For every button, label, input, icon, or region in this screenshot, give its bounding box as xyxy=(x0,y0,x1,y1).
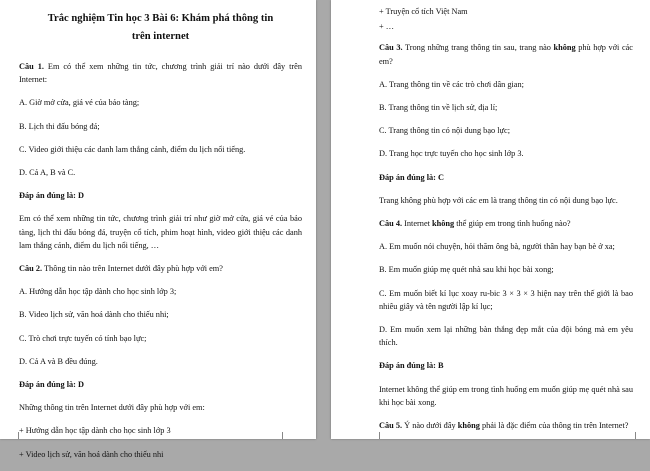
option-b: B. Trang thông tin về lịch sử, địa lí; xyxy=(379,103,498,113)
document-page-right xyxy=(331,0,650,439)
bullet-item: + Video lịch sử, văn hoá dành cho thiếu nhi xyxy=(19,449,164,459)
document-page-left xyxy=(0,0,316,459)
question-label: Câu 2. xyxy=(19,264,43,274)
question-2 xyxy=(19,262,302,275)
question-emphasis: không xyxy=(432,219,455,229)
answer-heading: Đáp án đúng là: B xyxy=(379,361,444,371)
answer-explanation: Trang không phù hợp với các em là trang thông tin có nội dung bạo lực. xyxy=(379,195,618,205)
question-emphasis: không xyxy=(553,43,576,53)
question-5 xyxy=(379,419,633,432)
option-c: C. Video giới thiệu các danh lam thắng cảnh, điểm du lịch nổi tiếng. xyxy=(19,144,246,154)
question-emphasis: không xyxy=(457,421,480,431)
question-label: Câu 5. xyxy=(379,421,403,431)
option-a: A. Em muốn nói chuyện, hỏi thăm ông bà, người thân hay bạn bè ở xa; xyxy=(379,242,615,252)
document-title xyxy=(19,10,302,46)
question-text: thể giúp em trong tình huống nào? xyxy=(454,219,571,229)
question-text: Trong những trang thông tin sau, trang nào xyxy=(402,43,554,53)
page-content xyxy=(379,5,633,442)
option-c: C. Em muốn biết kỉ lục xoay ru-bic 3 × 3 × 3 hiện nay trên thế giới là bao nhiêu giây và tên người lập kỉ lục; xyxy=(379,288,633,311)
title-line-1: Trắc nghiệm Tin học 3 Bài 6: Khám phá thông tin xyxy=(47,13,274,24)
question-text: Em có thể xem những tin tức, chương trình giải trí nào dưới đây trên Internet: xyxy=(19,62,302,85)
crop-mark xyxy=(635,432,636,439)
answer-explanation: Em có thể xem những tin tức, chương trình giải trí như giờ mở cửa, giá vé của bảo tàng, lịch thi đấu bóng đá, truyện cổ tích, phim hoạt hình, video giới thiệu các danh lam thắng cảnh, điểm du lịch nổi tiếng, … xyxy=(19,214,302,250)
answer-heading: Đáp án đúng là: D xyxy=(19,380,85,390)
question-text: Thông tin nào trên Internet dưới đây phù hợp với em? xyxy=(42,264,223,274)
question-label: Câu 1. xyxy=(19,62,44,71)
question-label: Câu 4. xyxy=(379,219,403,229)
option-a: A. Trang thông tin về các trò chơi dân gian; xyxy=(379,79,524,89)
answer-heading: Đáp án đúng là: D xyxy=(19,191,85,201)
option-b: B. Video lịch sử, văn hoá dành cho thiếu nhi; xyxy=(19,310,169,320)
option-b: B. Em muốn giúp mẹ quét nhà sau khi học bài xong; xyxy=(379,265,554,275)
option-c: C. Trang thông tin có nội dung bạo lực; xyxy=(379,126,511,136)
question-text: phải là đặc điểm của thông tin trên Internet? xyxy=(479,421,629,431)
option-a: A. Hướng dẫn học tập dành cho học sinh lớp 3; xyxy=(19,287,177,297)
bullet-item: + … xyxy=(379,22,395,32)
answer-explanation: Internet không thể giúp em trong tình huống em muốn giúp mẹ quét nhà sau khi học bài xong. xyxy=(379,384,633,407)
question-1 xyxy=(19,60,302,86)
answer-heading: Đáp án đúng là: C xyxy=(379,172,445,182)
question-text: Ý nào dưới đây xyxy=(402,421,458,431)
option-d: D. Cả A và B đều đúng. xyxy=(19,356,98,366)
question-3 xyxy=(379,41,633,67)
title-line-2: trên internet xyxy=(131,31,190,42)
question-text: phù hợp với các em? xyxy=(379,43,633,66)
option-b: B. Lịch thi đấu bóng đá; xyxy=(19,121,100,131)
question-label: Câu 3. xyxy=(379,43,403,53)
option-d: D. Em muốn xem lại những bàn thắng đẹp mắt của đội bóng mà em yêu thích. xyxy=(379,325,633,348)
bullet-item: + Hướng dẫn học tập dành cho học sinh lớp 3 xyxy=(19,426,171,436)
page-content xyxy=(19,10,302,471)
answer-explanation: Những thông tin trên Internet dưới đây phù hợp với em: xyxy=(19,403,205,413)
option-a: A. Giờ mở cửa, giá vé của bảo tàng; xyxy=(19,98,140,108)
option-d: D. Trang học trực tuyến cho học sinh lớp 3. xyxy=(379,149,524,159)
option-c: C. Trò chơi trực tuyến có tính bạo lực; xyxy=(19,333,147,343)
question-text: Internet xyxy=(402,219,433,229)
bullet-item: + Truyện cổ tích Việt Nam xyxy=(379,7,468,16)
option-d: D. Cả A, B và C. xyxy=(19,168,76,178)
question-4 xyxy=(379,217,633,230)
